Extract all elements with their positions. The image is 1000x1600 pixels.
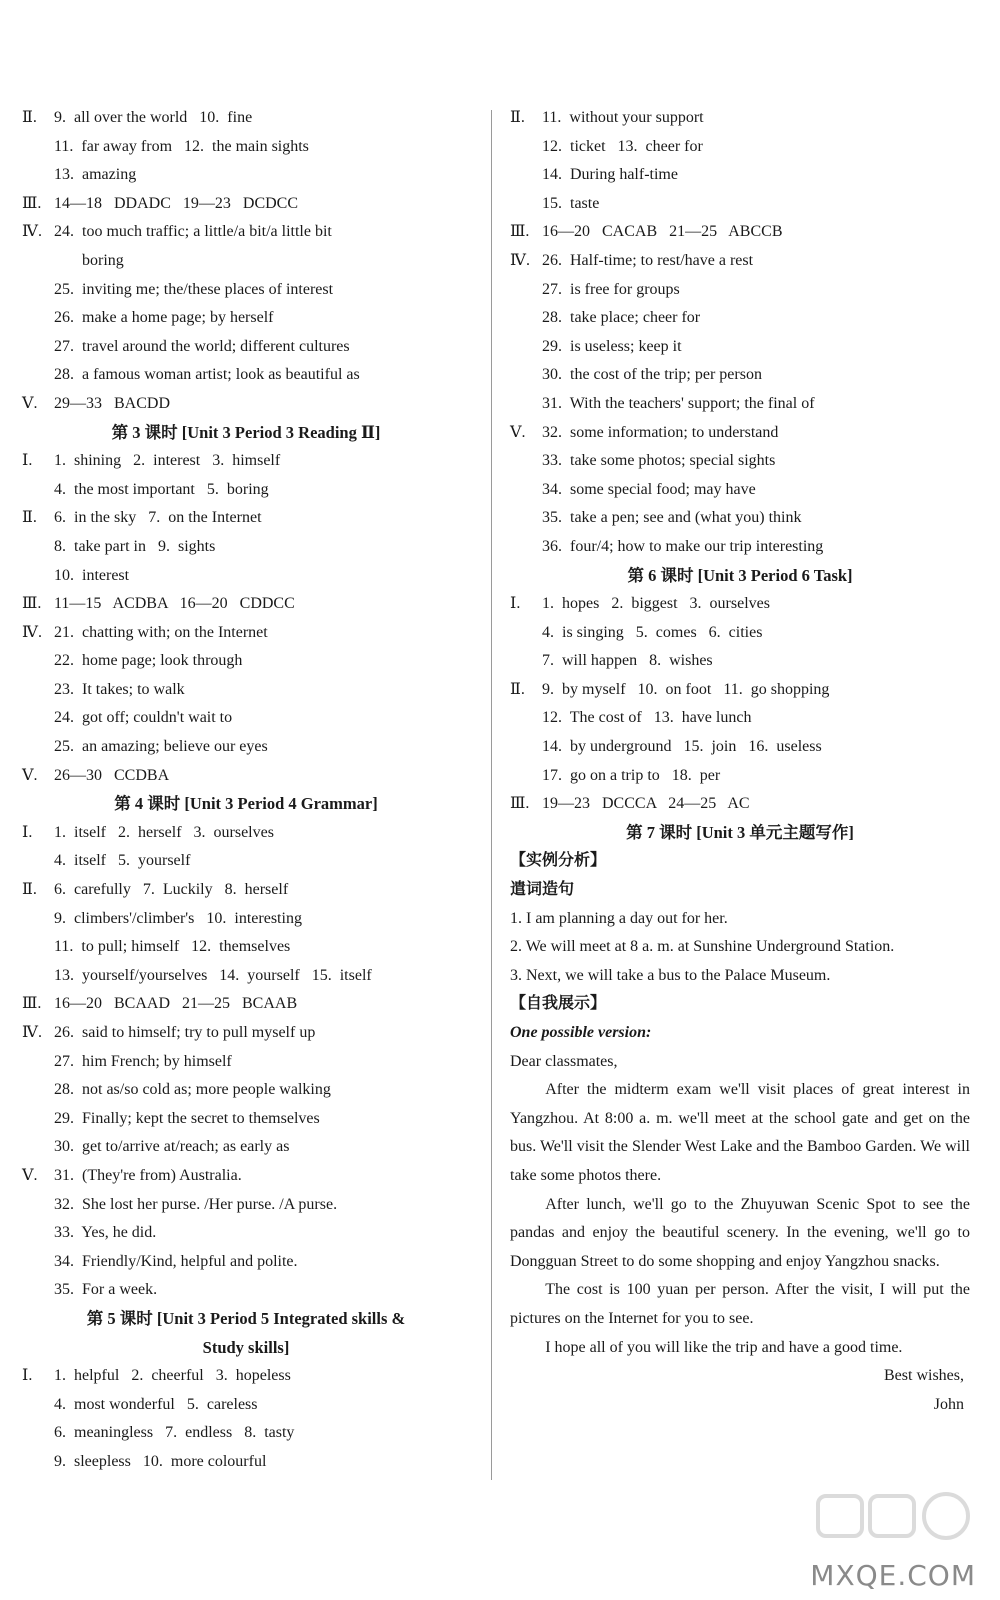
sentence: 3. Next, we will take a bus to the Palace Museum. bbox=[510, 966, 831, 984]
section-label-example: 【实例分析】 bbox=[510, 852, 607, 870]
answer-line bbox=[510, 619, 970, 648]
roman-numeral: Ⅴ. bbox=[22, 1166, 38, 1184]
answer-text: 12. ticket 13. cheer for bbox=[542, 137, 703, 155]
answer-line bbox=[22, 733, 470, 762]
version-label: One possible version: bbox=[510, 1024, 652, 1041]
roman-numeral: Ⅲ. bbox=[22, 595, 42, 613]
answer-text: 35. take a pen; see and (what you) think bbox=[542, 509, 802, 527]
answer-text: 31. With the teachers' support; the final of bbox=[542, 394, 815, 412]
roman-numeral: Ⅲ. bbox=[510, 223, 530, 241]
answer-text: 9. by myself 10. on foot 11. go shopping bbox=[542, 680, 830, 698]
answer-line bbox=[22, 104, 470, 133]
answer-text: 9. all over the world 10. fine bbox=[54, 109, 253, 126]
roman-numeral: Ⅰ. bbox=[22, 452, 33, 470]
roman-numeral: Ⅰ. bbox=[22, 1367, 33, 1385]
right-answers bbox=[510, 104, 970, 847]
answer-line bbox=[510, 133, 970, 162]
sentence: 2. We will meet at 8 a. m. at Sunshine Underground Station. bbox=[510, 938, 895, 956]
roman-numeral: Ⅲ. bbox=[22, 995, 42, 1013]
answer-line bbox=[22, 762, 470, 791]
answer-line bbox=[510, 104, 970, 133]
answer-text: 8. take part in 9. sights bbox=[54, 537, 216, 555]
answer-line bbox=[510, 218, 970, 247]
letter-paragraph: I hope all of you will like the trip and have a good time. bbox=[545, 1338, 903, 1356]
answer-text: 27. is free for groups bbox=[542, 280, 680, 298]
answer-line bbox=[22, 933, 470, 962]
roman-numeral: Ⅴ. bbox=[22, 394, 38, 412]
answer-text: 31. (They're from) Australia. bbox=[54, 1166, 242, 1184]
answer-line bbox=[510, 504, 970, 533]
answer-text: 36. four/4; how to make our trip interesting bbox=[542, 537, 824, 555]
roman-numeral: Ⅱ. bbox=[22, 881, 37, 899]
answer-text: 16—20 BCAAD 21—25 BCAAB bbox=[54, 995, 298, 1013]
answer-text: 35. For a week. bbox=[54, 1281, 158, 1299]
answer-line bbox=[22, 504, 470, 533]
answer-text: 26. make a home page; by herself bbox=[54, 309, 274, 327]
lesson-heading: 第 7 课时 [Unit 3 单元主题写作] bbox=[626, 822, 854, 842]
answer-line bbox=[22, 1019, 470, 1048]
answer-text: 26—30 CCDBA bbox=[54, 766, 170, 784]
answer-line bbox=[510, 590, 970, 619]
answer-text: 25. inviting me; the/these places of interest bbox=[54, 280, 334, 298]
answer-line bbox=[22, 533, 470, 562]
answer-line bbox=[22, 304, 470, 333]
answer-line bbox=[510, 676, 970, 705]
answer-line bbox=[510, 161, 970, 190]
answer-text: 25. an amazing; believe our eyes bbox=[54, 738, 268, 756]
answer-text: 14—18 DDADC 19—23 DCDCC bbox=[54, 194, 299, 212]
watermark-logo-icon bbox=[812, 1490, 982, 1570]
answer-line bbox=[22, 704, 470, 733]
answer-line bbox=[22, 1162, 470, 1191]
answer-line bbox=[22, 447, 470, 476]
answer-text: 9. sleepless 10. more colourful bbox=[54, 1452, 267, 1470]
answer-text: 28. take place; cheer for bbox=[542, 309, 701, 327]
answer-text: 4. itself 5. yourself bbox=[54, 852, 191, 870]
lesson-heading: Study skills] bbox=[202, 1337, 290, 1357]
answer-line bbox=[22, 1191, 470, 1220]
letter-closing: Best wishes, bbox=[884, 1367, 964, 1385]
roman-numeral: Ⅰ. bbox=[22, 823, 33, 841]
answer-text: 11. far away from 12. the main sights bbox=[54, 137, 309, 155]
letter-paragraph: After lunch, we'll go to the Zhuyuwan Scenic Spot to see the pandas and enjoy the beautiful scenery. In the evening, we'll go to Dongguan Street to do some shopping and enjoy Yangzhou snacks. bbox=[510, 1195, 970, 1270]
answer-text: 14. by underground 15. join 16. useless bbox=[542, 738, 822, 756]
answer-text: 1. hopes 2. biggest 3. ourselves bbox=[542, 595, 770, 613]
answer-line bbox=[22, 218, 470, 247]
answer-text: 7. will happen 8. wishes bbox=[542, 652, 713, 670]
answer-line bbox=[510, 647, 970, 676]
answer-line bbox=[510, 447, 970, 476]
roman-numeral: Ⅱ. bbox=[22, 509, 37, 527]
answer-text: 13. amazing bbox=[54, 166, 137, 184]
answer-line bbox=[22, 476, 470, 505]
right-column bbox=[510, 104, 970, 1419]
roman-numeral: Ⅲ. bbox=[22, 194, 42, 212]
answer-text: 21. chatting with; on the Internet bbox=[54, 623, 268, 641]
answer-line bbox=[22, 1105, 470, 1134]
lesson-heading: 第 4 课时 [Unit 3 Period 4 Grammar] bbox=[114, 794, 378, 814]
answer-line bbox=[510, 361, 970, 390]
answer-text: 6. carefully 7. Luckily 8. herself bbox=[54, 881, 289, 899]
answer-line bbox=[22, 1362, 470, 1391]
answer-line bbox=[510, 247, 970, 276]
answer-line bbox=[22, 905, 470, 934]
lesson-heading: 第 3 课时 [Unit 3 Period 3 Reading Ⅱ] bbox=[111, 422, 381, 442]
answer-line bbox=[22, 1276, 470, 1305]
answer-line bbox=[22, 133, 470, 162]
answer-line bbox=[510, 190, 970, 219]
answer-text: 30. the cost of the trip; per person bbox=[542, 366, 762, 384]
answer-line bbox=[22, 1076, 470, 1105]
answer-line bbox=[22, 161, 470, 190]
answer-line bbox=[22, 1448, 470, 1477]
answer-line bbox=[22, 847, 470, 876]
answer-line bbox=[22, 1391, 470, 1420]
letter-paragraph: The cost is 100 yuan per person. After the visit, I will put the pictures on the Internet for you to see. bbox=[510, 1281, 970, 1327]
answer-text: 34. Friendly/Kind, helpful and polite. bbox=[54, 1252, 298, 1270]
answer-line bbox=[22, 590, 470, 619]
answer-text: 16—20 CACAB 21—25 ABCCB bbox=[542, 223, 783, 241]
answer-line bbox=[22, 276, 470, 305]
writing-section bbox=[510, 847, 970, 1419]
answer-text: 22. home page; look through bbox=[54, 652, 243, 670]
answer-line bbox=[22, 1048, 470, 1077]
answer-text: 10. interest bbox=[54, 566, 130, 584]
answer-text: 29—33 BACDD bbox=[54, 394, 171, 412]
answer-text: boring bbox=[82, 251, 124, 269]
answer-line bbox=[22, 361, 470, 390]
answer-text: 27. him French; by himself bbox=[54, 1052, 232, 1070]
answer-text: 17. go on a trip to 18. per bbox=[542, 766, 721, 784]
roman-numeral: Ⅴ. bbox=[22, 766, 38, 784]
lesson-heading: 第 5 课时 [Unit 3 Period 5 Integrated skills & bbox=[86, 1308, 406, 1328]
lesson-heading: 第 6 课时 [Unit 3 Period 6 Task] bbox=[627, 565, 853, 585]
section-label-showcase: 【自我展示】 bbox=[510, 995, 607, 1013]
answer-line bbox=[510, 762, 970, 791]
roman-numeral: Ⅰ. bbox=[510, 595, 521, 613]
answer-line bbox=[510, 276, 970, 305]
answer-text: 28. a famous woman artist; look as beautiful as bbox=[54, 366, 360, 384]
answer-text: 1. shining 2. interest 3. himself bbox=[54, 452, 281, 470]
answer-line bbox=[22, 819, 470, 848]
answer-text: 29. Finally; kept the secret to themselves bbox=[54, 1109, 320, 1127]
answer-line bbox=[22, 390, 470, 419]
answer-line bbox=[22, 333, 470, 362]
roman-numeral: Ⅱ. bbox=[22, 109, 37, 126]
answer-text: 11. to pull; himself 12. themselves bbox=[54, 938, 291, 956]
answer-text: 4. most wonderful 5. careless bbox=[54, 1395, 258, 1413]
answer-text: 26. said to himself; try to pull myself up bbox=[54, 1024, 316, 1041]
roman-numeral: Ⅳ. bbox=[22, 1024, 42, 1041]
answer-line bbox=[22, 990, 470, 1019]
answer-text: 11. without your support bbox=[542, 109, 704, 126]
answer-line bbox=[510, 333, 970, 362]
answer-text: 30. get to/arrive at/reach; as early as bbox=[54, 1138, 290, 1156]
letter-greeting: Dear classmates, bbox=[510, 1052, 618, 1070]
answer-line bbox=[22, 647, 470, 676]
answer-text: 6. meaningless 7. endless 8. tasty bbox=[54, 1424, 295, 1442]
answer-line bbox=[22, 962, 470, 991]
roman-numeral: Ⅲ. bbox=[510, 795, 530, 813]
watermark-text: MXQE.COM bbox=[810, 1559, 976, 1592]
answer-line bbox=[510, 304, 970, 333]
answer-line bbox=[510, 533, 970, 562]
answer-text: 4. the most important 5. boring bbox=[54, 480, 269, 498]
answer-text: 28. not as/so cold as; more people walking bbox=[54, 1081, 331, 1099]
answer-text: 32. some information; to understand bbox=[542, 423, 779, 441]
answer-line bbox=[510, 704, 970, 733]
answer-text: 34. some special food; may have bbox=[542, 480, 756, 498]
answer-line bbox=[22, 562, 470, 591]
answer-text: 4. is singing 5. comes 6. cities bbox=[542, 623, 763, 641]
answer-text: 23. It takes; to walk bbox=[54, 680, 185, 698]
answer-text: 6. in the sky 7. on the Internet bbox=[54, 509, 262, 527]
answer-text: 13. yourself/yourselves 14. yourself 15. itself bbox=[54, 966, 372, 984]
answer-text: 24. too much traffic; a little/a bit/a little bit bbox=[54, 223, 332, 241]
answer-line bbox=[22, 676, 470, 705]
answer-line bbox=[22, 1219, 470, 1248]
answer-text: 33. Yes, he did. bbox=[54, 1224, 157, 1242]
answer-text: 15. taste bbox=[542, 194, 600, 212]
answer-line bbox=[22, 876, 470, 905]
answer-line bbox=[22, 1419, 470, 1448]
answer-line bbox=[22, 1133, 470, 1162]
roman-numeral: Ⅱ. bbox=[510, 680, 525, 698]
answer-line bbox=[510, 390, 970, 419]
answer-line bbox=[22, 1248, 470, 1277]
answer-line bbox=[22, 190, 470, 219]
answer-text: 9. climbers'/climber's 10. interesting bbox=[54, 909, 302, 927]
letter-paragraph: After the midterm exam we'll visit places of great interest in Yangzhou. At 8:00 a. m. we'll meet at the school gate and get on the bus. We'll visit the Slender West Lake and the Bamboo Garden. We will take some photos there. bbox=[510, 1081, 970, 1184]
answer-text: 33. take some photos; special sights bbox=[542, 452, 776, 470]
roman-numeral: Ⅴ. bbox=[510, 423, 526, 441]
answer-line bbox=[510, 419, 970, 448]
answer-line bbox=[510, 790, 970, 819]
answer-text: 14. During half-time bbox=[542, 166, 678, 184]
answer-text: 24. got off; couldn't wait to bbox=[54, 709, 233, 727]
answer-line bbox=[22, 247, 470, 276]
letter-signature: John bbox=[933, 1395, 964, 1413]
answer-text: 12. The cost of 13. have lunch bbox=[542, 709, 752, 727]
sub-label: 遣词造句 bbox=[510, 881, 575, 899]
roman-numeral: Ⅳ. bbox=[22, 623, 42, 641]
left-column bbox=[22, 104, 470, 1477]
answer-text: 1. helpful 2. cheerful 3. hopeless bbox=[54, 1367, 291, 1385]
column-divider bbox=[491, 110, 492, 1480]
answer-text: 32. She lost her purse. /Her purse. /A purse. bbox=[54, 1195, 338, 1213]
answer-line bbox=[22, 619, 470, 648]
roman-numeral: Ⅳ. bbox=[510, 251, 530, 269]
roman-numeral: Ⅱ. bbox=[510, 109, 525, 126]
answer-text: 11—15 ACDBA 16—20 CDDCC bbox=[54, 595, 295, 613]
answer-line bbox=[510, 733, 970, 762]
answer-text: 26. Half-time; to rest/have a rest bbox=[542, 251, 754, 269]
sentence: 1. I am planning a day out for her. bbox=[510, 909, 728, 927]
answer-text: 19—23 DCCCA 24—25 AC bbox=[542, 795, 750, 813]
roman-numeral: Ⅳ. bbox=[22, 223, 42, 241]
answer-text: 27. travel around the world; different cultures bbox=[54, 337, 350, 355]
answer-text: 29. is useless; keep it bbox=[542, 337, 682, 355]
answer-line bbox=[510, 476, 970, 505]
answer-text: 1. itself 2. herself 3. ourselves bbox=[54, 823, 274, 841]
